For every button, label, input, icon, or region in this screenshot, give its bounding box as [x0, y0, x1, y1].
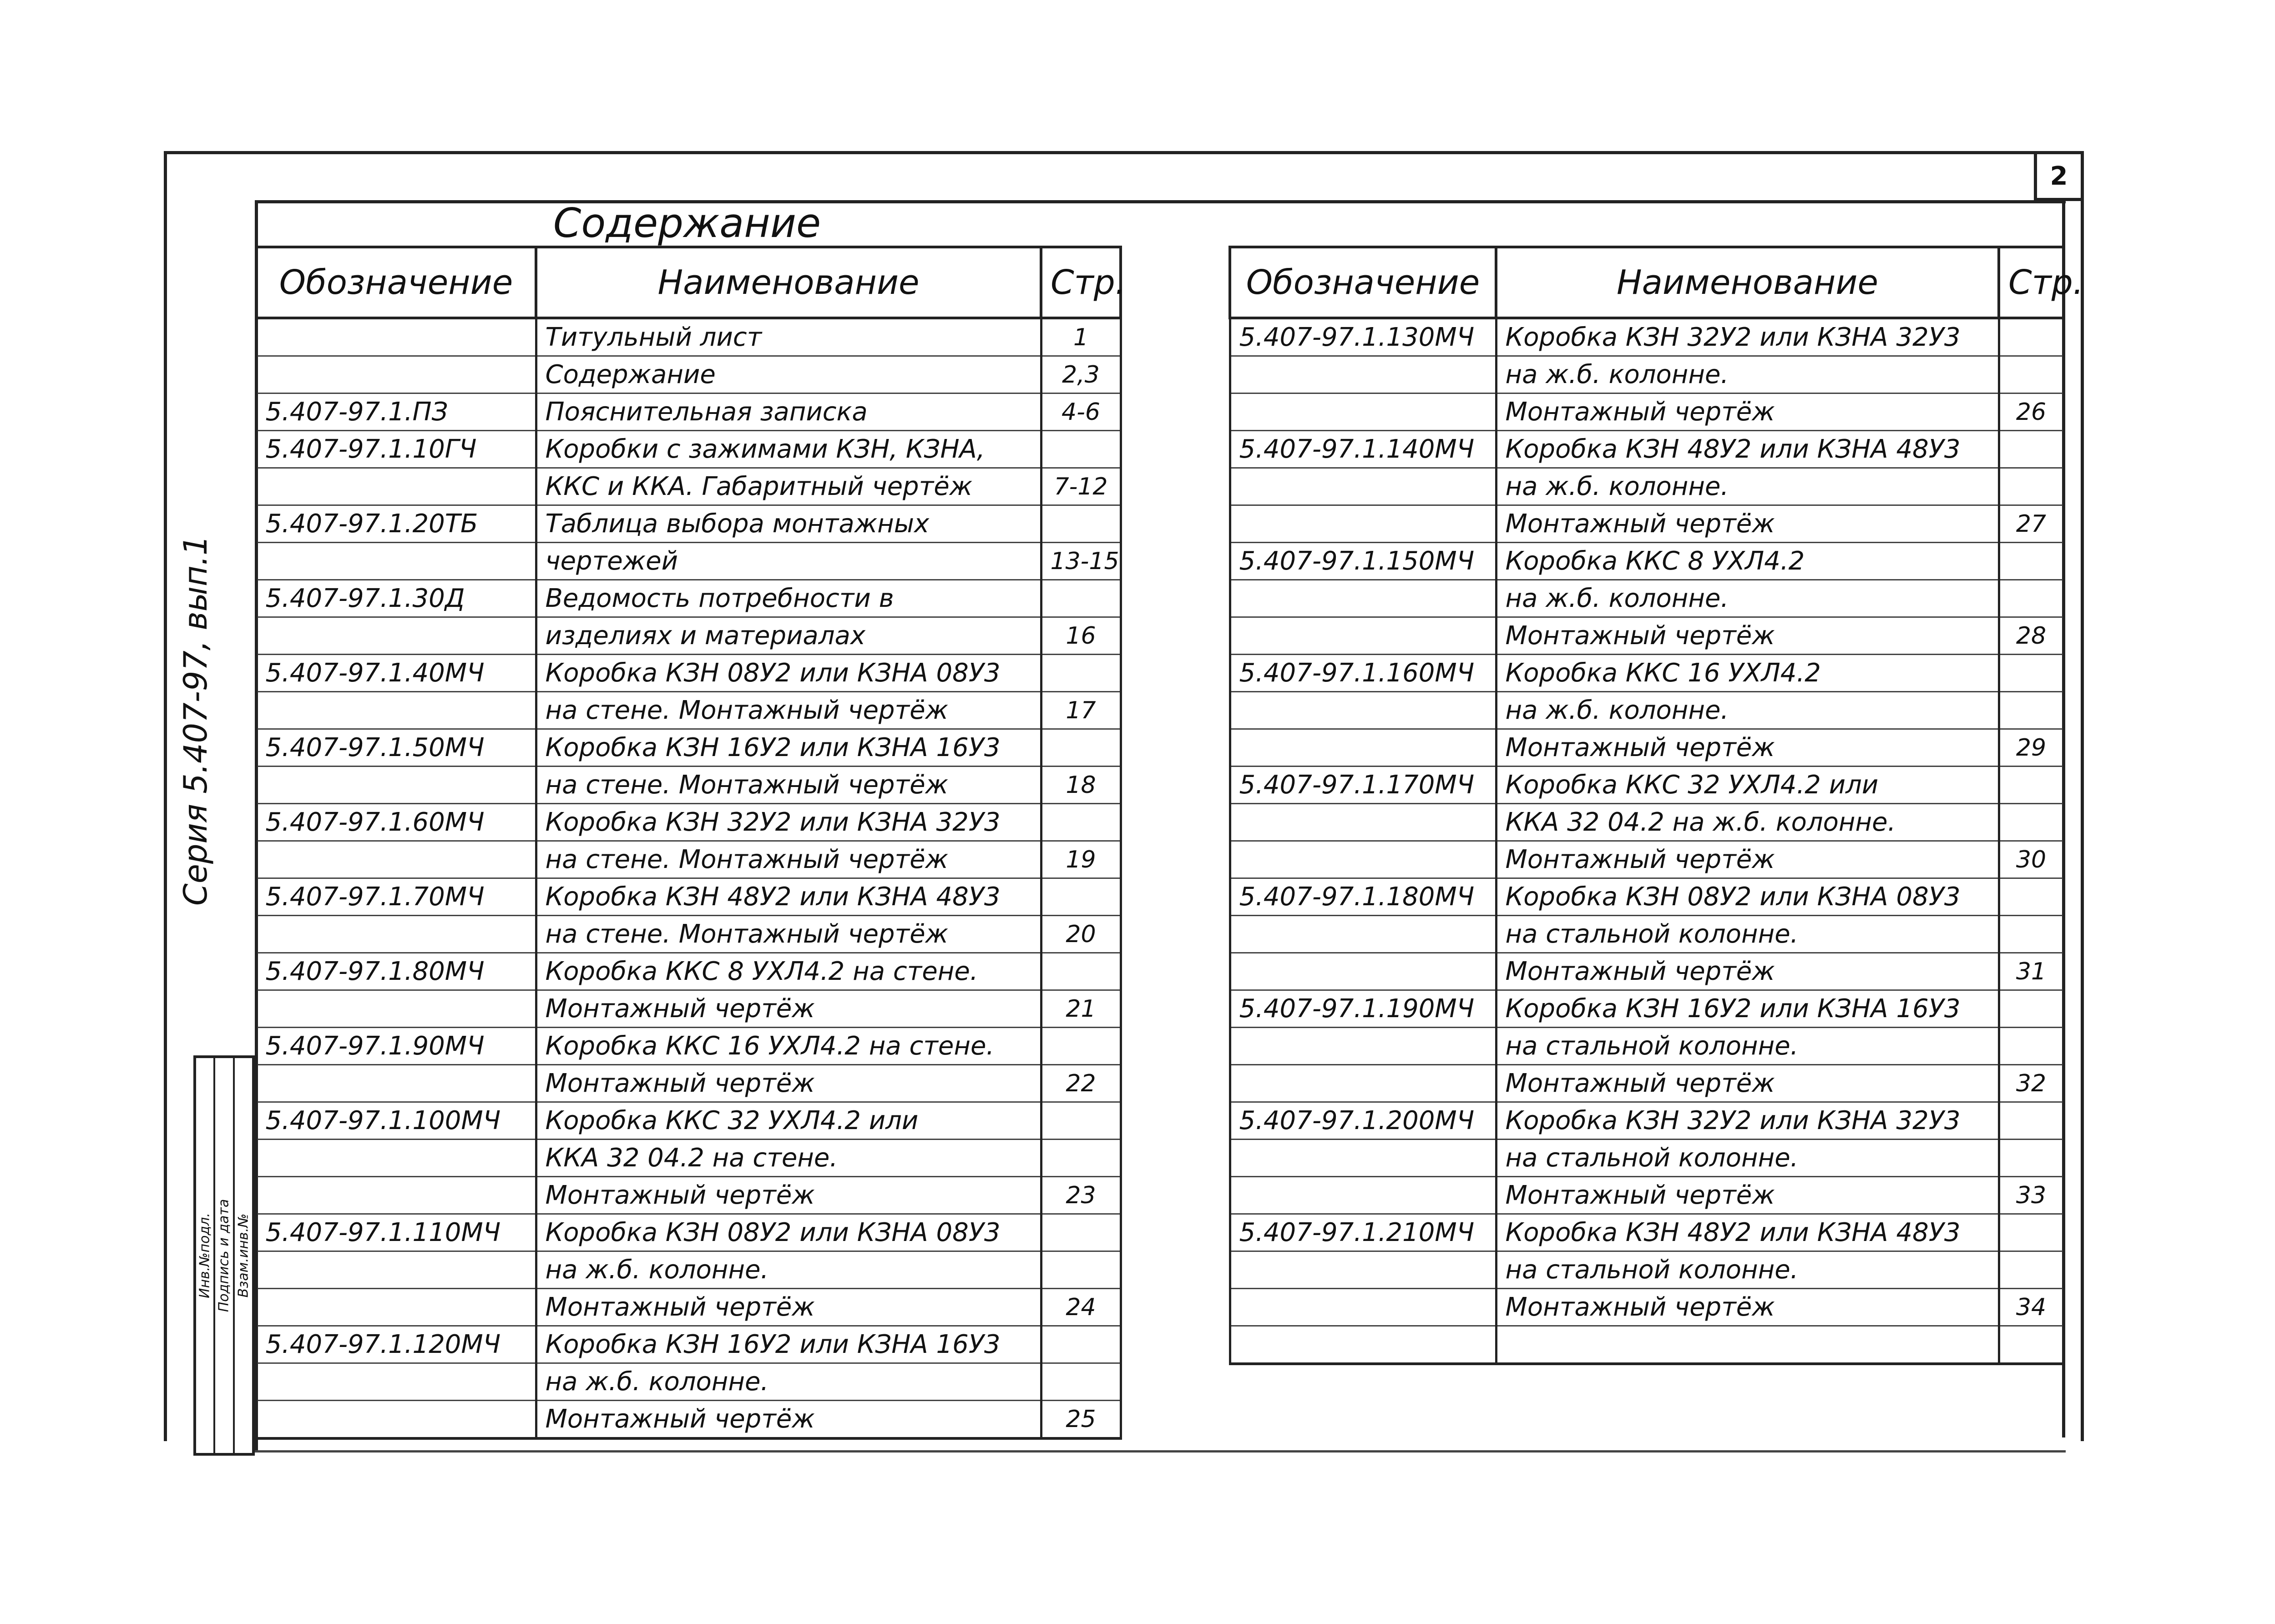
- designation-cell: [256, 1401, 536, 1439]
- designation-cell: 5.407-97.1.20ТБ: [256, 505, 536, 543]
- header-row: [256, 247, 1121, 318]
- table-row: [1230, 1028, 2063, 1065]
- page-cell: 27: [1999, 505, 2063, 543]
- page-cell: [1999, 878, 2063, 916]
- page-cell: [1041, 953, 1121, 990]
- page-cell: [1041, 505, 1121, 543]
- table-row: [256, 356, 1121, 393]
- designation-cell: [256, 841, 536, 878]
- page-cell: [1999, 692, 2063, 729]
- table-row: [1230, 767, 2063, 804]
- name-cell: Коробка КЗН 08У2 или КЗНА 08У3: [536, 655, 1041, 692]
- name-cell: Монтажный чертёж: [1496, 505, 1999, 543]
- designation-cell: 5.407-97.1.80МЧ: [256, 953, 536, 990]
- table-row: [256, 841, 1121, 878]
- name-cell: на стене. Монтажный чертёж: [536, 916, 1041, 953]
- page-cell: [1999, 1326, 2063, 1364]
- name-cell: на стене. Монтажный чертёж: [536, 692, 1041, 729]
- page-cell: [1999, 356, 2063, 393]
- name-cell: ККА 32 04.2 на ж.б. колонне.: [1496, 804, 1999, 841]
- table-row: [256, 1289, 1121, 1326]
- designation-cell: 5.407-97.1.40МЧ: [256, 655, 536, 692]
- designation-cell: 5.407-97.1.70МЧ: [256, 878, 536, 916]
- series-label: Серия 5.407-97, вып.1: [177, 535, 214, 906]
- page-cell: 30: [1999, 841, 2063, 878]
- designation-cell: [256, 1251, 536, 1289]
- designation-cell: [256, 1177, 536, 1214]
- page-cell: [1041, 1102, 1121, 1140]
- name-cell: на ж.б. колонне.: [1496, 692, 1999, 729]
- name-cell: Коробка ККС 16 УХЛ4.2 на стене.: [536, 1028, 1041, 1065]
- table-row: [256, 878, 1121, 916]
- header-name: Наименование: [1496, 247, 1999, 318]
- designation-cell: [1230, 1326, 1496, 1364]
- page-cell: [1041, 1326, 1121, 1363]
- page-cell: 13-15: [1041, 543, 1121, 580]
- table-row: [256, 916, 1121, 953]
- table-row: [1230, 356, 2063, 393]
- table-row: [256, 1401, 1121, 1439]
- table-row: [1230, 543, 2063, 580]
- designation-cell: [256, 543, 536, 580]
- table-row: [1230, 1065, 2063, 1102]
- designation-cell: 5.407-97.1.160МЧ: [1230, 655, 1496, 692]
- name-cell: ККА 32 04.2 на стене.: [536, 1140, 1041, 1177]
- table-row: [1230, 804, 2063, 841]
- designation-cell: [1230, 953, 1496, 990]
- designation-cell: [1230, 1251, 1496, 1289]
- designation-cell: [1230, 1028, 1496, 1065]
- table-row: [256, 804, 1121, 841]
- page-cell: 20: [1041, 916, 1121, 953]
- page-cell: [1999, 767, 2063, 804]
- designation-cell: [256, 356, 536, 393]
- table-row: [1230, 318, 2063, 356]
- designation-cell: 5.407-97.1.150МЧ: [1230, 543, 1496, 580]
- designation-cell: [1230, 580, 1496, 617]
- name-cell: Монтажный чертёж: [1496, 393, 1999, 431]
- designation-cell: [1230, 841, 1496, 878]
- table-row: [1230, 617, 2063, 655]
- stamp-cell: [196, 1058, 215, 1453]
- table-row: [1230, 1140, 2063, 1177]
- page-cell: 29: [1999, 729, 2063, 767]
- name-cell: на ж.б. колонне.: [536, 1363, 1041, 1401]
- name-cell: Коробка КЗН 16У2 или КЗНА 16У3: [1496, 990, 1999, 1028]
- page-cell: 25: [1041, 1401, 1121, 1439]
- page-cell: [1999, 318, 2063, 356]
- table-row: [256, 468, 1121, 505]
- name-cell: Коробка ККС 32 УХЛ4.2 или: [536, 1102, 1041, 1140]
- designation-cell: 5.407-97.1.ПЗ: [256, 393, 536, 431]
- page-cell: [1041, 1363, 1121, 1401]
- page-cell: [1041, 580, 1121, 617]
- designation-cell: [1230, 804, 1496, 841]
- header-page: Стр.: [1999, 247, 2063, 318]
- designation-cell: [1230, 468, 1496, 505]
- designation-cell: [256, 318, 536, 356]
- table-row: [256, 393, 1121, 431]
- name-cell: Коробка КЗН 16У2 или КЗНА 16У3: [536, 1326, 1041, 1363]
- name-cell: Коробка КЗН 08У2 или КЗНА 08У3: [1496, 878, 1999, 916]
- name-cell: на ж.б. колонне.: [1496, 468, 1999, 505]
- table-row: [1230, 1251, 2063, 1289]
- table-row: [256, 1251, 1121, 1289]
- table-row: [256, 1028, 1121, 1065]
- designation-cell: [1230, 1140, 1496, 1177]
- designation-cell: 5.407-97.1.10ГЧ: [256, 431, 536, 468]
- page-cell: [1999, 1140, 2063, 1177]
- name-cell: Коробка ККС 8 УХЛ4.2 на стене.: [536, 953, 1041, 990]
- name-cell: Коробка ККС 32 УХЛ4.2 или: [1496, 767, 1999, 804]
- header-designation: Обозначение: [256, 247, 536, 318]
- designation-cell: 5.407-97.1.30Д: [256, 580, 536, 617]
- table-row: [256, 318, 1121, 356]
- page-cell: 26: [1999, 393, 2063, 431]
- page-cell: [1999, 1028, 2063, 1065]
- stamp-text: Инв.№подл.: [197, 1213, 213, 1298]
- name-cell: Монтажный чертёж: [1496, 1065, 1999, 1102]
- name-cell: Монтажный чертёж: [536, 1065, 1041, 1102]
- stamp-text: Взам.инв.№: [235, 1213, 252, 1298]
- page-cell: 28: [1999, 617, 2063, 655]
- toc-table-right: [1228, 246, 2084, 1365]
- page-cell: [1999, 804, 2063, 841]
- page-cell: [1999, 655, 2063, 692]
- page-cell: 2,3: [1041, 356, 1121, 393]
- table-row: [256, 543, 1121, 580]
- name-cell: на ж.б. колонне.: [1496, 580, 1999, 617]
- page-cell: 31: [1999, 953, 2063, 990]
- name-cell: Пояснительная записка: [536, 393, 1041, 431]
- designation-cell: [1230, 356, 1496, 393]
- table-row: [256, 767, 1121, 804]
- table-row: [1230, 841, 2063, 878]
- designation-cell: 5.407-97.1.100МЧ: [256, 1102, 536, 1140]
- page-cell: 18: [1041, 767, 1121, 804]
- designation-cell: [256, 990, 536, 1028]
- page-cell: [1999, 990, 2063, 1028]
- table-row: [256, 1065, 1121, 1102]
- name-cell: Коробка ККС 8 УХЛ4.2: [1496, 543, 1999, 580]
- page-cell: 16: [1041, 617, 1121, 655]
- designation-cell: [1230, 1065, 1496, 1102]
- designation-cell: 5.407-97.1.50МЧ: [256, 729, 536, 767]
- designation-cell: 5.407-97.1.190МЧ: [1230, 990, 1496, 1028]
- name-cell: изделиях и материалах: [536, 617, 1041, 655]
- page-cell: 1: [1041, 318, 1121, 356]
- designation-cell: [1230, 692, 1496, 729]
- page-cell: [1999, 1251, 2063, 1289]
- stamp-text: Подпись и дата: [216, 1199, 232, 1312]
- name-cell: на стальной колонне.: [1496, 916, 1999, 953]
- table-row: [1230, 878, 2063, 916]
- designation-cell: [1230, 1177, 1496, 1214]
- designation-cell: [256, 692, 536, 729]
- table-row: [256, 431, 1121, 468]
- page-cell: [1999, 1102, 2063, 1140]
- table-row: [256, 1214, 1121, 1251]
- name-cell: Ведомость потребности в: [536, 580, 1041, 617]
- table-row: [256, 1177, 1121, 1214]
- designation-cell: [256, 1065, 536, 1102]
- contents-title: Содержание: [553, 199, 821, 247]
- table-row: [1230, 1326, 2063, 1364]
- name-cell: Коробка КЗН 48У2 или КЗНА 48У3: [1496, 1214, 1999, 1251]
- page-cell: 34: [1999, 1289, 2063, 1326]
- stamp-cell: [215, 1058, 234, 1453]
- name-cell: Коробка КЗН 32У2 или КЗНА 32У3: [1496, 1102, 1999, 1140]
- page-cell: [1041, 878, 1121, 916]
- designation-cell: [256, 1363, 536, 1401]
- name-cell: Коробка ККС 16 УХЛ4.2: [1496, 655, 1999, 692]
- designation-cell: [1230, 505, 1496, 543]
- name-cell: на стене. Монтажный чертёж: [536, 767, 1041, 804]
- designation-cell: [1230, 1289, 1496, 1326]
- designation-cell: [1230, 393, 1496, 431]
- table-row: [1230, 916, 2063, 953]
- name-cell: Коробка КЗН 08У2 или КЗНА 08У3: [536, 1214, 1041, 1251]
- table-row: [256, 729, 1121, 767]
- page-cell: [1041, 1140, 1121, 1177]
- designation-cell: [256, 1140, 536, 1177]
- name-cell: Содержание: [536, 356, 1041, 393]
- page-cell: [1999, 543, 2063, 580]
- name-cell: на стальной колонне.: [1496, 1251, 1999, 1289]
- table-row: [1230, 729, 2063, 767]
- name-cell: Коробки с зажимами КЗН, КЗНА,: [536, 431, 1041, 468]
- designation-cell: [256, 1289, 536, 1326]
- name-cell: на ж.б. колонне.: [1496, 356, 1999, 393]
- designation-cell: [256, 617, 536, 655]
- designation-cell: [256, 468, 536, 505]
- name-cell: Монтажный чертёж: [536, 1401, 1041, 1439]
- table-row: [1230, 953, 2063, 990]
- page-cell: 23: [1041, 1177, 1121, 1214]
- page-cell: [1999, 431, 2063, 468]
- page-cell: [1999, 1214, 2063, 1251]
- name-cell: Титульный лист: [536, 318, 1041, 356]
- name-cell: Таблица выбора монтажных: [536, 505, 1041, 543]
- designation-cell: 5.407-97.1.200МЧ: [1230, 1102, 1496, 1140]
- page-cell: [1041, 431, 1121, 468]
- table-row: [256, 1363, 1121, 1401]
- page-cell: 4-6: [1041, 393, 1121, 431]
- name-cell: на стальной колонне.: [1496, 1140, 1999, 1177]
- stamp-column: [193, 1055, 255, 1456]
- designation-cell: 5.407-97.1.60МЧ: [256, 804, 536, 841]
- table-row: [1230, 1289, 2063, 1326]
- designation-cell: 5.407-97.1.170МЧ: [1230, 767, 1496, 804]
- name-cell: Коробка КЗН 48У2 или КЗНА 48У3: [1496, 431, 1999, 468]
- name-cell: Монтажный чертёж: [536, 990, 1041, 1028]
- name-cell: Монтажный чертёж: [536, 1289, 1041, 1326]
- bottom-line: [255, 1450, 2066, 1453]
- page-cell: 21: [1041, 990, 1121, 1028]
- designation-cell: [256, 767, 536, 804]
- name-cell: Монтажный чертёж: [1496, 953, 1999, 990]
- designation-cell: 5.407-97.1.110МЧ: [256, 1214, 536, 1251]
- designation-cell: 5.407-97.1.180МЧ: [1230, 878, 1496, 916]
- table-row: [256, 692, 1121, 729]
- table-row: [1230, 990, 2063, 1028]
- name-cell: Монтажный чертёж: [1496, 1177, 1999, 1214]
- table-row: [256, 655, 1121, 692]
- page-cell: [1041, 1214, 1121, 1251]
- name-cell: на стене. Монтажный чертёж: [536, 841, 1041, 878]
- table-row: [1230, 655, 2063, 692]
- table-row: [1230, 1102, 2063, 1140]
- page-cell: 32: [1999, 1065, 2063, 1102]
- header-designation: Обозначение: [1230, 247, 1496, 318]
- table-row: [256, 505, 1121, 543]
- page-cell: [1999, 580, 2063, 617]
- designation-cell: 5.407-97.1.90МЧ: [256, 1028, 536, 1065]
- table-row: [1230, 1177, 2063, 1214]
- page-cell: [1999, 916, 2063, 953]
- name-cell: Монтажный чертёж: [1496, 841, 1999, 878]
- designation-cell: 5.407-97.1.210МЧ: [1230, 1214, 1496, 1251]
- page-cell: [1041, 729, 1121, 767]
- designation-cell: [1230, 729, 1496, 767]
- name-cell: на стальной колонне.: [1496, 1028, 1999, 1065]
- page-cell: 22: [1041, 1065, 1121, 1102]
- designation-cell: [1230, 916, 1496, 953]
- name-cell: [1496, 1326, 1999, 1364]
- header-page: Стр.: [1041, 247, 1121, 318]
- designation-cell: [256, 916, 536, 953]
- designation-cell: [1230, 617, 1496, 655]
- name-cell: Монтажный чертёж: [1496, 617, 1999, 655]
- header-name: Наименование: [536, 247, 1041, 318]
- designation-cell: 5.407-97.1.140МЧ: [1230, 431, 1496, 468]
- name-cell: Монтажный чертёж: [1496, 729, 1999, 767]
- name-cell: Коробка КЗН 32У2 или КЗНА 32У3: [1496, 318, 1999, 356]
- table-row: [1230, 692, 2063, 729]
- table-row: [1230, 468, 2063, 505]
- table-row: [1230, 505, 2063, 543]
- page-cell: [1041, 1028, 1121, 1065]
- table-row: [256, 1140, 1121, 1177]
- designation-cell: 5.407-97.1.120МЧ: [256, 1326, 536, 1363]
- table-row: [256, 1102, 1121, 1140]
- name-cell: Монтажный чертёж: [536, 1177, 1041, 1214]
- name-cell: Коробка КЗН 48У2 или КЗНА 48У3: [536, 878, 1041, 916]
- page-cell: 24: [1041, 1289, 1121, 1326]
- name-cell: ККС и ККА. Габаритный чертёж: [536, 468, 1041, 505]
- designation-cell: 5.407-97.1.130МЧ: [1230, 318, 1496, 356]
- page-cell: 17: [1041, 692, 1121, 729]
- table-row: [1230, 393, 2063, 431]
- table-row: [1230, 1214, 2063, 1251]
- table-row: [256, 617, 1121, 655]
- table-row: [256, 1326, 1121, 1363]
- page-number: 2: [2034, 151, 2084, 201]
- toc-table-left: [255, 246, 1126, 1440]
- table-row: [1230, 580, 2063, 617]
- header-row: [1230, 247, 2063, 318]
- name-cell: Коробка КЗН 16У2 или КЗНА 16У3: [536, 729, 1041, 767]
- name-cell: на ж.б. колонне.: [536, 1251, 1041, 1289]
- stamp-cell: [235, 1058, 252, 1453]
- name-cell: Монтажный чертёж: [1496, 1289, 1999, 1326]
- page-cell: [1999, 468, 2063, 505]
- name-cell: чертежей: [536, 543, 1041, 580]
- page-cell: [1041, 804, 1121, 841]
- page-cell: 7-12: [1041, 468, 1121, 505]
- page-cell: [1041, 655, 1121, 692]
- table-row: [256, 990, 1121, 1028]
- table-row: [256, 580, 1121, 617]
- name-cell: Коробка КЗН 32У2 или КЗНА 32У3: [536, 804, 1041, 841]
- page-cell: 33: [1999, 1177, 2063, 1214]
- page-cell: [1041, 1251, 1121, 1289]
- table-row: [256, 953, 1121, 990]
- table-row: [1230, 431, 2063, 468]
- page-cell: 19: [1041, 841, 1121, 878]
